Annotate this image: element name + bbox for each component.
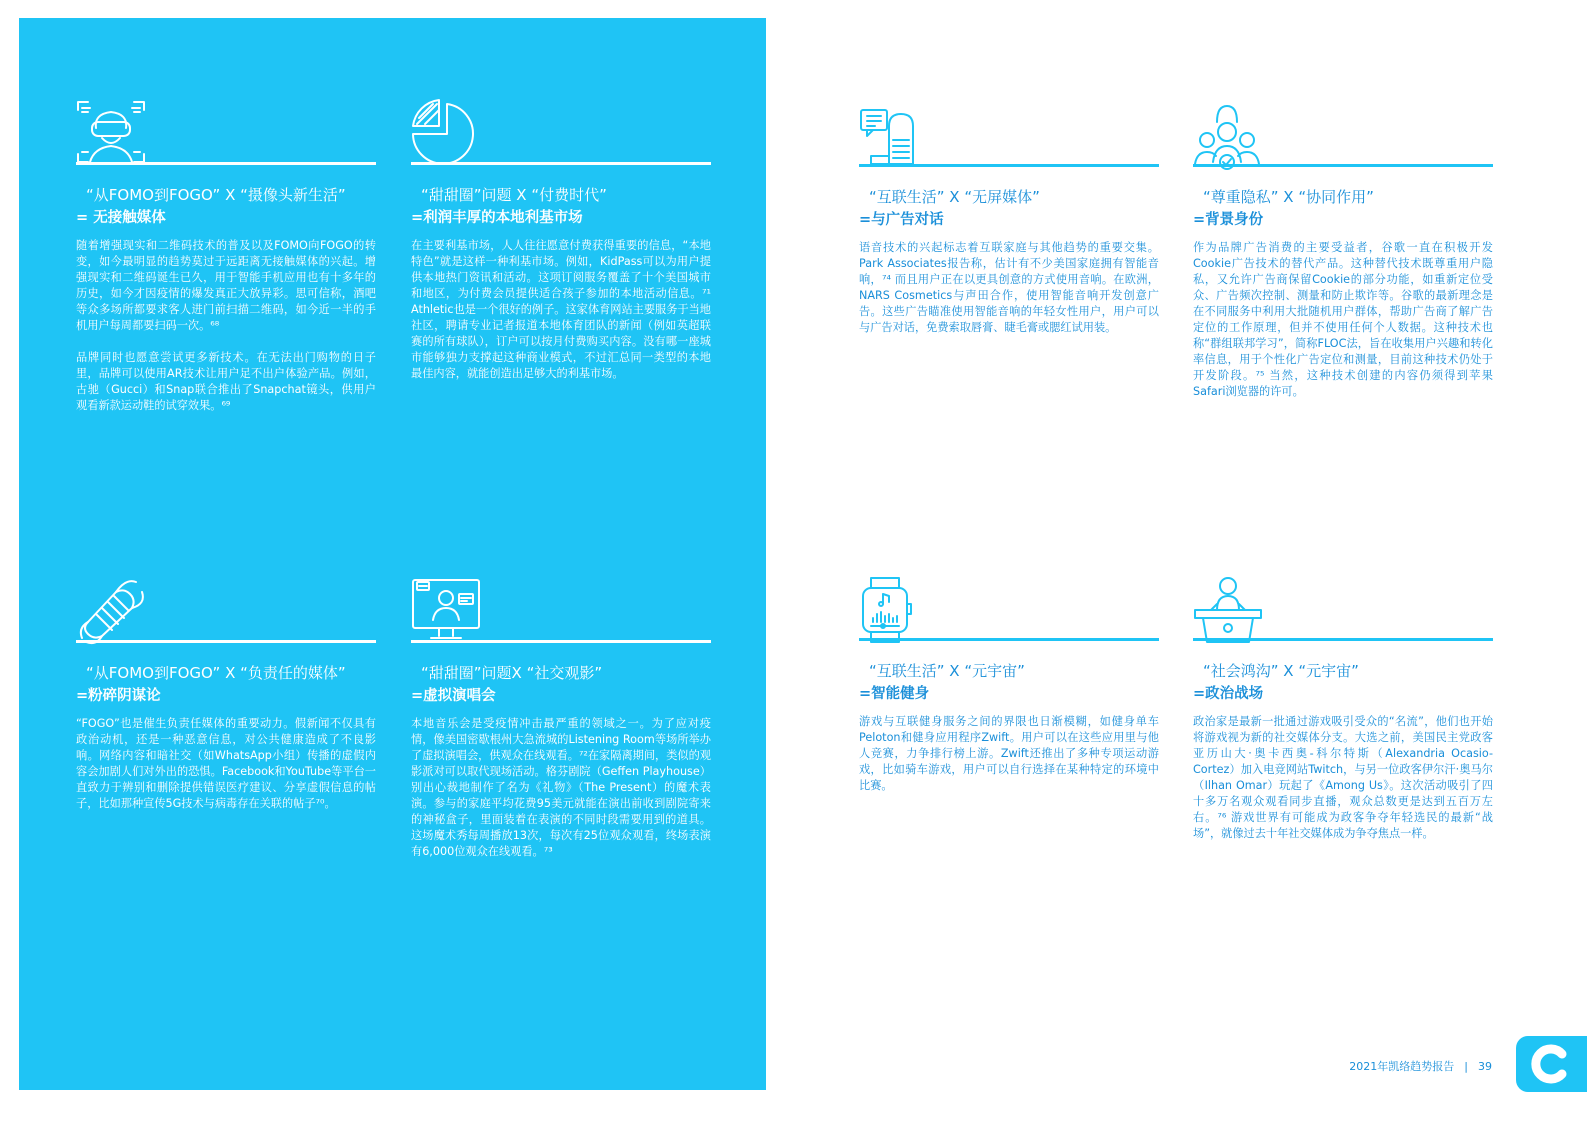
brand-logo — [1516, 1036, 1587, 1092]
body-paragraph: 在主要利基市场，人人往往愿意付费获得重要的信息，“本地特色”就是这样一种利基市场。例如，KidPass可以为用户提供本地热门资讯和活动。这项订阅服务覆盖了十个美国城市和地区，为付费会员提供适合孩子参加的本地活动信息。⁷¹ Athletic也是一个很好的例子。这家体育网站主要服务于当地社区，聘请专业记者报道本地体育团队的新闻（例如英超联赛的所有球队），订户可以按月付费购买内容。没有哪一座城市能够独力支撑起这种商业模式，不过汇总同一类型的本地最佳内容，就能创造出足够大的利基市场。 — [411, 239, 711, 380]
body-paragraph: 随着增强现实和二维码技术的普及以及FOMO向FOGO的转变，如今最明显的趋势莫过于远距离无接触媒体的兴起。增强现实和二维码诞生已久，用于智能手机应用也有十多年的历史，如今才因疫情的爆发真正大放异彩。思可信称，酒吧等众多场所都要求客人进门前扫描二维码，如今近一半的手机用户每周都要扫码一次。⁶⁸ — [76, 239, 376, 332]
card-title: “互联生活” X “无屏媒体” — [869, 188, 1040, 206]
card-body — [1193, 714, 1493, 858]
body-paragraph: 作为品牌广告消费的主要受益者，谷歌一直在积极开发Cookie广告技术的替代产品。这种替代技术既尊重用户隐私，又允许广告商保留Cookie的部分功能，如重新定位受众、广告频次控制、测量和防止欺诈等。谷歌的最新理念是在不同服务中利用大批随机用户群体，帮助广告商了解广告定位的工作原理，但并不使用任何个人数据。这种技术也称“群组联邦学习”，简称FLOC法，旨在收集用户兴趣和转化率信息，用于个性化广告定位和测量，目前这种技术仍处于开发阶段。⁷⁵ 当然，这种技术创建的内容仍须得到苹果Safari浏览器的许可。 — [1193, 241, 1493, 398]
face-mask-icon — [76, 576, 146, 646]
body-paragraph: 游戏与互联健身服务之间的界限也日渐模糊，如健身单车Peloton和健身应用程序Zwift。用户可以在这些应用里与他人竞赛，力争排行榜上游。Zwift还推出了多种专项运动游戏，比如骑车游戏，用户可以自行选择在某种特定的环境中比赛。 — [859, 715, 1159, 792]
card-body — [76, 716, 376, 828]
vr-headset-face-scan-icon — [76, 98, 146, 168]
card-title: “从FOMO到FOGO” X “摄像头新生活” — [86, 186, 346, 204]
card-body — [411, 716, 711, 876]
card-body — [1193, 240, 1493, 416]
card-title: “尊重隐私” X “协同作用” — [1203, 188, 1374, 206]
card-body — [76, 238, 376, 430]
card-subtitle: =利润丰厚的本地利基市场 — [411, 210, 583, 226]
card-subtitle: =政治战场 — [1193, 686, 1264, 702]
body-paragraph: 品牌同时也愿意尝试更多新技术。在无法出门购物的日子里，品牌可以使用AR技术让用户足不出户体验产品。例如，古驰（Gucci）和Snap联合推出了Snapchat镜头，供用户观看新款运动鞋的试穿效果。⁶⁹ — [76, 351, 376, 412]
blue-background-panel — [19, 18, 766, 1090]
body-paragraph: “FOGO”也是催生负责任媒体的重要动力。假新闻不仅具有政治动机，还是一种恶意信息，对公共健康造成了不良影响。网络内容和暗社交（如WhatsApp小组）传播的虚假内容会加剧人们对外出的恐惧。Facebook和YouTube等平台一直致力于辨别和删除提供错误医疗建议、分享虚假信息的帖子，比如那种宣传5G技术与病毒存在关联的帖子⁷⁰。 — [76, 717, 376, 810]
pie-chart-icon — [411, 98, 481, 168]
report-title: 2021年凯络趋势报告 — [1349, 1060, 1455, 1073]
card-body — [859, 714, 1159, 810]
divider-line — [76, 640, 376, 643]
divider-line — [411, 162, 711, 165]
smart-speaker-chat-icon — [859, 100, 929, 170]
card-subtitle: = 无接触媒体 — [76, 210, 166, 226]
card-subtitle: =与广告对话 — [859, 212, 944, 228]
card-title: “社会鸿沟” X “元宇宙” — [1203, 662, 1359, 680]
card-subtitle: =智能健身 — [859, 686, 930, 702]
card-subtitle: =背景身份 — [1193, 212, 1264, 228]
divider-line — [411, 640, 711, 643]
video-call-monitor-icon — [411, 576, 481, 646]
divider-line — [76, 162, 376, 165]
card-body — [411, 238, 711, 398]
card-title: “互联生活” X “元宇宙” — [869, 662, 1025, 680]
divider-line — [1193, 164, 1493, 167]
body-paragraph: 语音技术的兴起标志着互联家庭与其他趋势的重要交集。Park Associates报告称，估计有不少美国家庭拥有智能音响，⁷⁴ 而且用户正在以更具创意的方式使用音响。在欧洲，NARS Cosmetics与声田合作，使用智能音响开发创意广告。这些广告瞄准使用智能音响的年轻女性用户，用户可以与广告对话，免费索取唇膏、睫毛膏或腮红试用装。 — [859, 241, 1159, 334]
user-group-check-icon — [1193, 100, 1263, 170]
body-paragraph: 政治家是最新一批通过游戏吸引受众的“名流”，他们也开始将游戏视为新的社交媒体分支。大选之前，美国民主党政客亚历山大·奥卡西奥-科尔特斯（Alexandria Ocasio-Cortez）加入电竞网站Twitch，与另一位政客伊尔汗·奥马尔（Ilhan Omar）玩起了《Among Us》。这次活动吸引了四十多万名观众观看同步直播，观众总数更是达到五百万左右。⁷⁶ 游戏世界有可能成为政客争夺年轻选民的最新“战场”，就像过去十年社交媒体成为争夺焦点一样。 — [1193, 715, 1493, 840]
divider-line — [859, 638, 1159, 641]
card-body — [859, 240, 1159, 352]
page-footer — [1349, 1058, 1492, 1074]
card-title: “甜甜圈”问题X “社交观影” — [421, 664, 603, 682]
smartwatch-music-icon — [859, 574, 929, 644]
card-title: “从FOMO到FOGO” X “负责任的媒体” — [86, 664, 346, 682]
card-title: “甜甜圈”问题 X “付费时代” — [421, 186, 607, 204]
speaker-podium-icon — [1193, 574, 1263, 644]
card-subtitle: =粉碎阴谋论 — [76, 688, 161, 704]
footer-separator: | — [1464, 1060, 1468, 1073]
card-subtitle: =虚拟演唱会 — [411, 688, 496, 704]
divider-line — [1193, 638, 1493, 641]
body-paragraph: 本地音乐会是受疫情冲击最严重的领域之一。为了应对疫情，像美国密歇根州大急流城的Listening Room等场所举办了虚拟演唱会，供观众在线观看。⁷²在家隔离期间，类似的观影派对可以取代现场活动。格芬剧院（Geffen Playhouse）别出心裁地制作了名为《礼物》（The Present）的魔术表演。参与的家庭平均花费95美元就能在演出前收到剧院寄来的神秘盒子，里面装着在表演的不同时段需要用到的道具。这场魔术秀每周播放13次，每次有25位观众观看，终场表演有6,000位观众在线观看。⁷³ — [411, 717, 711, 858]
divider-line — [859, 164, 1159, 167]
page-number: 39 — [1478, 1060, 1492, 1073]
